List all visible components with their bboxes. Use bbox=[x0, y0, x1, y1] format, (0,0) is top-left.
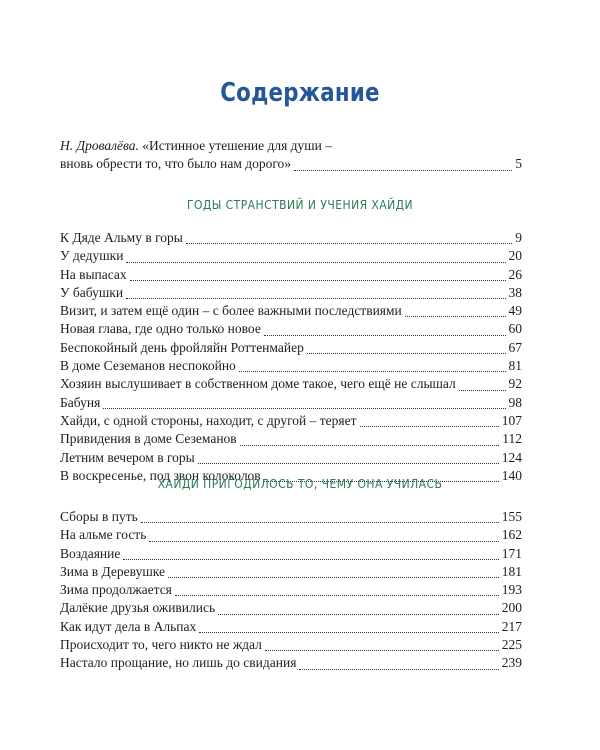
entry-page-number: 9 bbox=[515, 230, 522, 245]
dot-leader bbox=[239, 371, 506, 372]
entry-page-number: 49 bbox=[508, 303, 522, 319]
toc-entry bbox=[60, 320, 522, 338]
entry-page-number: 67 bbox=[508, 339, 522, 355]
intro-title-line-2: вновь обрести то, что было нам дорого» bbox=[60, 156, 292, 172]
section-heading-2: ХАЙДИ ПРИГОДИЛОСЬ ТО, ЧЕМУ ОНА УЧИЛАСЬ bbox=[157, 477, 443, 491]
entry-page-number: 112 bbox=[502, 431, 522, 447]
dot-leader bbox=[168, 577, 499, 578]
toc-entry bbox=[60, 302, 522, 320]
dot-leader bbox=[218, 614, 499, 615]
entry-page-number: 155 bbox=[501, 509, 522, 524]
toc-entry bbox=[60, 266, 522, 284]
entry-page-number: 217 bbox=[501, 618, 522, 634]
dot-leader bbox=[307, 353, 506, 354]
toc-entry bbox=[60, 581, 522, 599]
dot-leader bbox=[123, 559, 498, 560]
entry-page-number: 38 bbox=[508, 284, 522, 300]
entry-title: У дедушки bbox=[60, 248, 124, 264]
intro-title-line-1: «Истинное утешение для души – bbox=[142, 138, 333, 153]
section-1-list bbox=[60, 229, 522, 485]
toc-entry bbox=[60, 412, 522, 430]
entry-title: На альме гость bbox=[60, 527, 147, 543]
toc-entry bbox=[60, 508, 522, 526]
dot-leader bbox=[240, 445, 500, 446]
entry-page-number: 181 bbox=[501, 563, 522, 579]
toc-entry bbox=[60, 394, 522, 412]
intro-line-2 bbox=[60, 155, 522, 173]
entry-title: Хозяин выслушивает в собственном доме такое, чего ещё не слышал bbox=[60, 376, 456, 392]
dot-leader bbox=[126, 262, 505, 263]
page-title: Содержание bbox=[220, 78, 380, 108]
dot-leader bbox=[294, 170, 512, 171]
toc-entry bbox=[60, 430, 522, 448]
dot-leader bbox=[186, 243, 512, 244]
toc-entry bbox=[60, 545, 522, 563]
entry-page-number: 239 bbox=[501, 655, 522, 671]
entry-title: В доме Сеземанов неспокойно bbox=[60, 358, 236, 374]
dot-leader bbox=[264, 335, 506, 336]
entry-title: К Дяде Альму в горы bbox=[60, 230, 183, 245]
entry-page-number: 200 bbox=[501, 600, 522, 616]
intro-entry bbox=[60, 137, 522, 174]
intro-line-1 bbox=[60, 137, 522, 155]
dot-leader bbox=[149, 541, 498, 542]
entry-page-number: 107 bbox=[501, 412, 522, 428]
toc-entry bbox=[60, 284, 522, 302]
entry-title: Зима продолжается bbox=[60, 582, 172, 598]
entry-page-number: 171 bbox=[501, 545, 522, 561]
entry-page-number: 20 bbox=[508, 248, 522, 264]
dot-leader bbox=[141, 522, 499, 523]
dot-leader bbox=[126, 298, 505, 299]
entry-title: Визит, и затем ещё один – с более важными последствиями bbox=[60, 303, 402, 319]
dot-leader bbox=[199, 632, 499, 633]
entry-page-number: 81 bbox=[508, 358, 522, 374]
entry-title: В воскресенье, под звон колоколов bbox=[60, 467, 261, 483]
toc-entry bbox=[60, 618, 522, 636]
dot-leader bbox=[405, 316, 506, 317]
entry-title: Далёкие друзья оживились bbox=[60, 600, 216, 616]
entry-title: Бабуня bbox=[60, 394, 101, 410]
entry-title: Воздаяние bbox=[60, 545, 121, 561]
dot-leader bbox=[175, 595, 499, 596]
toc-entry bbox=[60, 375, 522, 393]
entry-title: Привидения в доме Сеземанов bbox=[60, 431, 237, 447]
toc-entry bbox=[60, 599, 522, 617]
toc-entry bbox=[60, 339, 522, 357]
entry-title: Беспокойный день фройляйн Роттенмайер bbox=[60, 339, 304, 355]
toc-entry bbox=[60, 449, 522, 467]
toc-entry bbox=[60, 229, 522, 247]
dot-leader bbox=[103, 408, 505, 409]
entry-page-number: 124 bbox=[501, 449, 522, 465]
entry-title: Сборы в путь bbox=[60, 509, 138, 524]
dot-leader bbox=[459, 390, 506, 391]
entry-page-number: 162 bbox=[501, 527, 522, 543]
toc-entry bbox=[60, 357, 522, 375]
dot-leader bbox=[299, 669, 498, 670]
entry-title: Происходит то, чего никто не ждал bbox=[60, 637, 262, 653]
toc-entry bbox=[60, 563, 522, 581]
entry-title: Летним вечером в горы bbox=[60, 449, 195, 465]
dot-leader bbox=[265, 650, 499, 651]
dot-leader bbox=[198, 463, 499, 464]
toc-entry bbox=[60, 247, 522, 265]
entry-title: Настало прощание, но лишь до свидания bbox=[60, 655, 297, 671]
section-heading-1: ГОДЫ СТРАНСТВИЙ И УЧЕНИЯ ХАЙДИ bbox=[186, 198, 414, 212]
entry-title: У бабушки bbox=[60, 284, 124, 300]
entry-page-number: 225 bbox=[501, 637, 522, 653]
entry-title: На выпасах bbox=[60, 266, 127, 282]
intro-author: Н. Дровалёва. bbox=[60, 138, 139, 153]
entry-page-number: 92 bbox=[508, 376, 522, 392]
dot-leader bbox=[360, 426, 499, 427]
section-2-list bbox=[60, 508, 522, 673]
entry-page-number: 26 bbox=[508, 266, 522, 282]
entry-page-number: 140 bbox=[501, 467, 522, 483]
toc-entry bbox=[60, 654, 522, 672]
dot-leader bbox=[130, 280, 506, 281]
entry-page-number: 193 bbox=[501, 582, 522, 598]
toc-entry bbox=[60, 636, 522, 654]
intro-page: 5 bbox=[515, 156, 522, 172]
toc-entry bbox=[60, 526, 522, 544]
entry-title: Хайди, с одной стороны, находит, с другой – теряет bbox=[60, 412, 357, 428]
entry-page-number: 98 bbox=[508, 394, 522, 410]
entry-page-number: 60 bbox=[508, 321, 522, 337]
entry-title: Зима в Деревушке bbox=[60, 563, 165, 579]
entry-title: Как идут дела в Альпах bbox=[60, 618, 197, 634]
entry-title: Новая глава, где одно только новое bbox=[60, 321, 261, 337]
